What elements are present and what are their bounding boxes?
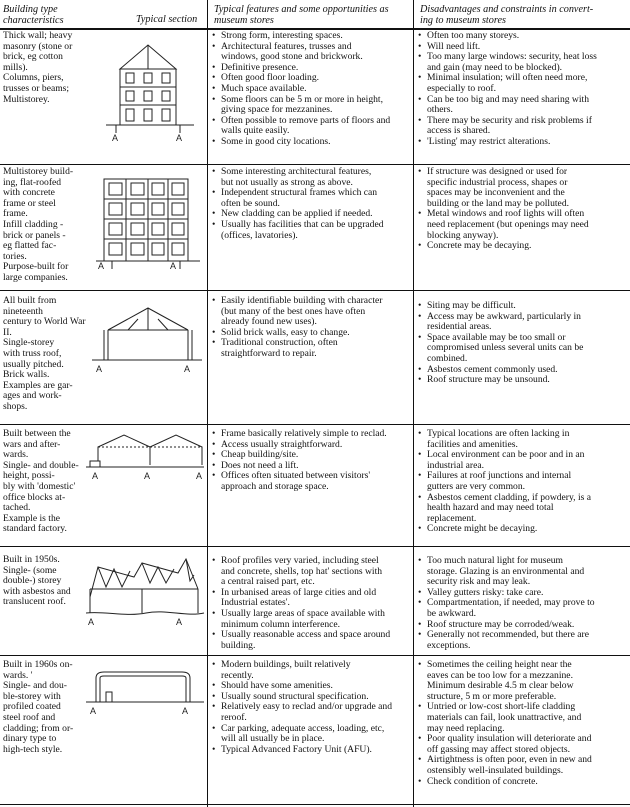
- constraints-list: [418, 167, 628, 252]
- text-line: • Metal windows and roof lights will often: [427, 208, 585, 220]
- list-item: [418, 167, 628, 209]
- text-line: building or the land may be polluted.: [427, 197, 570, 209]
- list-item: [418, 471, 628, 492]
- text-line: • Car parking, adequate access, loading, etc,: [221, 722, 385, 734]
- text-line: others.: [427, 104, 453, 116]
- row-divider: [0, 290, 630, 291]
- header-line: Disadvantages and constraints in convert-: [420, 4, 594, 15]
- list-item: [418, 660, 628, 702]
- text-line: profiled coated: [3, 701, 61, 713]
- text-line: ages and work-: [3, 390, 62, 402]
- text-line: storage. Glazing is an environmental and: [427, 565, 585, 577]
- text-line: structure, 5 m or more preferable.: [427, 690, 557, 702]
- features-list: [212, 31, 412, 148]
- text-line: Multistorey build-: [3, 166, 74, 177]
- constraints-list: [418, 660, 628, 787]
- header-building-type: [3, 4, 64, 26]
- text-line: wards. ': [3, 669, 33, 681]
- text-line: building.: [221, 639, 256, 651]
- section-mark: A: [96, 364, 103, 374]
- text-line: minimum column interference.: [221, 618, 341, 630]
- list-item: [418, 702, 628, 734]
- text-line: • Access may be awkward, particularly in: [427, 310, 581, 322]
- list-item: [212, 745, 412, 756]
- header-line: Typical features and some opportunities as: [214, 4, 389, 15]
- text-line: cladding; from or-: [3, 722, 74, 734]
- text-line: II.: [3, 326, 12, 338]
- text-line: dinary type to: [3, 733, 57, 745]
- header-line: Building type: [3, 4, 58, 15]
- text-line: Examples are gar-: [3, 379, 73, 391]
- section-mark: A: [176, 133, 183, 143]
- list-item: [418, 524, 628, 535]
- building-characteristics: [3, 31, 83, 105]
- header-line: characteristics: [3, 15, 64, 26]
- text-line: a central raised part, etc.: [221, 576, 315, 588]
- list-item: [418, 429, 628, 450]
- text-line: • Typical locations are often lacking in: [427, 428, 570, 439]
- text-line: need replacement (but openings may need: [427, 218, 589, 230]
- text-line: industrial area.: [427, 459, 485, 471]
- text-line: already found new uses).: [221, 316, 317, 328]
- text-line: • Usually has facilities that can be upgraded: [221, 218, 384, 230]
- list-item: [418, 301, 628, 312]
- text-line: • Often good floor loading.: [221, 72, 320, 84]
- text-line: • Too much natural light for museum: [427, 555, 564, 566]
- row-divider: [0, 546, 630, 547]
- text-line: Thick wall; heavy: [3, 30, 73, 41]
- section-mark: A: [98, 261, 105, 271]
- section-mark: A: [170, 261, 177, 271]
- list-item: [212, 42, 412, 63]
- list-item: [212, 660, 412, 681]
- text-line: • Poor quality insulation will deteriorate and: [427, 733, 592, 745]
- section-mark: A: [196, 471, 203, 481]
- section-mark: A: [184, 364, 191, 374]
- list-item: [212, 556, 412, 588]
- text-line: • New cladding can be applied if needed.: [221, 208, 373, 220]
- text-line: straightforward to repair.: [221, 347, 317, 359]
- text-line: trusses or beams;: [3, 82, 70, 94]
- section-sketch-1950s-roof: [86, 553, 206, 629]
- list-item: [212, 588, 412, 609]
- text-line: ble-storey with: [3, 690, 61, 702]
- text-line: especially to roof.: [427, 82, 496, 94]
- text-line: office blocks at-: [3, 491, 66, 503]
- text-line: recently.: [221, 669, 254, 681]
- text-line: • Will need lift.: [427, 40, 481, 52]
- text-line: Multistorey.: [3, 93, 50, 105]
- text-line: off gassing may affect stored objects.: [427, 743, 570, 755]
- list-item: [418, 73, 628, 94]
- text-line: Industrial estates'.: [221, 597, 290, 609]
- text-line: often be sound.: [221, 197, 280, 209]
- text-line: • There may be security and risk problems if: [427, 114, 592, 126]
- text-line: Purpose-built for: [3, 261, 69, 273]
- text-line: gutters are very common.: [427, 480, 526, 492]
- text-line: • Roof profiles very varied, including steel: [221, 555, 379, 566]
- section-sketch-masonry-multistorey: [98, 37, 204, 143]
- text-line: brick, eg cotton: [3, 51, 63, 63]
- text-line: (but many of the best ones have often: [221, 305, 366, 317]
- text-line: Built in 1960s on-: [3, 659, 73, 670]
- text-line: may need replacing.: [427, 722, 505, 734]
- text-line: • Usually large areas of space available with: [221, 607, 385, 619]
- constraints-list: [418, 31, 628, 148]
- text-line: approach and storage space.: [221, 480, 329, 492]
- text-line: • In urbanised areas of large cities and old: [221, 586, 377, 598]
- constraints-list: [418, 301, 628, 386]
- text-line: • Solid brick walls, easy to change.: [221, 326, 350, 338]
- text-line: giving space for mezzanines.: [221, 104, 333, 116]
- text-line: (offices, lavatories).: [221, 229, 298, 241]
- text-line: be awkward.: [427, 607, 477, 619]
- text-line: Single- and double-: [3, 459, 79, 471]
- text-line: • Valley gutters risky: take care.: [427, 586, 544, 598]
- header-typical-section: Typical section: [136, 14, 198, 25]
- text-line: double-) storey: [3, 575, 62, 587]
- text-line: • Access usually straightforward.: [221, 438, 343, 450]
- text-line: frame.: [3, 208, 28, 220]
- list-item: [212, 630, 412, 651]
- text-line: • Modern buildings, built relatively: [221, 659, 351, 670]
- features-list: [212, 429, 412, 493]
- text-line: masonry (stone or: [3, 40, 73, 52]
- text-line: • Asbestos cement commonly used.: [427, 363, 558, 375]
- list-item: [212, 338, 412, 359]
- list-item: [418, 375, 628, 386]
- column-divider: [207, 0, 208, 807]
- constraints-list: [418, 556, 628, 651]
- text-line: • Typical Advanced Factory Unit (AFU).: [221, 743, 372, 755]
- text-line: • Cheap building/site.: [221, 449, 299, 461]
- text-line: Single- and dou-: [3, 680, 67, 692]
- features-list: [212, 296, 412, 360]
- text-line: and concrete, shells, top hat' sections with: [221, 565, 383, 577]
- row-divider: [0, 424, 630, 425]
- table-header: [0, 0, 630, 30]
- text-line: All built from: [3, 295, 57, 306]
- text-line: brick or panels -: [3, 229, 66, 241]
- list-item: [212, 609, 412, 630]
- text-line: • Does not need a lift.: [221, 459, 299, 471]
- text-line: eaves can be too low for a mezzanine.: [427, 669, 573, 681]
- text-line: Minimum desirable 4.5 m clear below: [427, 680, 574, 692]
- text-line: • Relatively easy to reclad and/or upgrade and: [221, 701, 393, 713]
- text-line: ing, flat-roofed: [3, 176, 62, 188]
- text-line: high-tech style.: [3, 743, 63, 755]
- text-line: with asbestos and: [3, 585, 71, 597]
- row-divider: [0, 164, 630, 165]
- text-line: will all usually be in place.: [221, 733, 325, 745]
- text-line: • Roof structure may be corroded/weak.: [427, 618, 575, 630]
- text-line: • Usually sound structural specification.: [221, 690, 369, 702]
- text-line: eg flatted fac-: [3, 240, 57, 252]
- text-line: replacement.: [427, 512, 477, 524]
- list-item: [212, 220, 412, 241]
- text-line: specific industrial process, shapes or: [427, 176, 568, 188]
- text-line: • Can be too big and may need sharing with: [427, 93, 589, 105]
- text-line: • Traditional construction, often: [221, 337, 338, 349]
- list-item: [212, 724, 412, 745]
- header-features: [214, 4, 389, 26]
- text-line: frame or steel: [3, 197, 56, 209]
- text-line: • Generally not recommended, but there are: [427, 629, 589, 641]
- text-line: • Definitive presence.: [221, 61, 299, 73]
- row-divider: [0, 804, 630, 805]
- section-mark: A: [182, 706, 189, 716]
- text-line: • 'Listing' may restrict alterations.: [427, 135, 551, 147]
- text-line: with truss roof,: [3, 347, 62, 359]
- text-line: walls quite easily.: [221, 125, 290, 137]
- building-characteristics: [3, 660, 83, 755]
- column-divider: [413, 0, 414, 807]
- list-item: [212, 95, 412, 116]
- text-line: • Siting may be difficult.: [427, 300, 516, 311]
- text-line: and gain (may need to be blocked).: [427, 61, 563, 73]
- section-mark: A: [144, 471, 151, 481]
- text-line: • Easily identifiable building with character: [221, 295, 383, 306]
- text-line: • Roof structure may be unsound.: [427, 374, 550, 386]
- text-line: facilities and amenities.: [427, 438, 518, 450]
- text-line: • Independent structural frames which can: [221, 187, 378, 199]
- text-line: mills).: [3, 61, 28, 73]
- text-line: bly with 'domestic': [3, 480, 76, 492]
- text-line: compromised unless several units can be: [427, 342, 584, 354]
- text-line: health hazard and may need total: [427, 502, 554, 514]
- text-line: Brick walls.: [3, 369, 50, 381]
- text-line: spaces may be inconvenient and the: [427, 187, 565, 199]
- list-item: [418, 52, 628, 73]
- text-line: • Usually reasonable access and space around: [221, 629, 391, 641]
- text-line: reroof.: [221, 711, 247, 723]
- text-line: large companies.: [3, 271, 68, 283]
- text-line: Single- (some: [3, 564, 57, 576]
- header-constraints: [420, 4, 593, 26]
- text-line: • Too many large windows: security, heat loss: [427, 51, 597, 63]
- text-line: blocking anyway).: [427, 229, 499, 241]
- text-line: • Some floors can be 5 m or more in height,: [221, 93, 383, 105]
- text-line: access is shared.: [427, 125, 491, 137]
- building-characteristics: [3, 429, 83, 535]
- list-item: [418, 556, 628, 588]
- text-line: materials can fail, look unattractive, and: [427, 711, 582, 723]
- header-line: museum stores: [214, 15, 274, 26]
- list-item: [418, 137, 628, 148]
- building-characteristics: [3, 167, 83, 284]
- constraints-list: [418, 429, 628, 535]
- section-sketch-truss-roof: [92, 302, 204, 382]
- list-item: [418, 630, 628, 651]
- list-item: [418, 598, 628, 619]
- text-line: tached.: [3, 502, 31, 514]
- list-item: [418, 31, 628, 42]
- text-line: • Some in good city locations.: [221, 135, 331, 147]
- list-item: [418, 734, 628, 755]
- text-line: • Architectural features, trusses and: [221, 40, 352, 52]
- features-list: [212, 556, 412, 651]
- section-mark: A: [112, 133, 119, 143]
- text-line: • Local environment can be poor and in an: [427, 449, 585, 461]
- list-item: [212, 471, 412, 492]
- text-line: • Should have some amenities.: [221, 680, 333, 692]
- features-list: [212, 167, 412, 241]
- section-sketch-factory-frame: [86, 431, 206, 493]
- text-line: combined.: [427, 352, 468, 364]
- building-characteristics: [3, 555, 83, 608]
- list-item: [212, 429, 412, 440]
- list-item: [418, 312, 628, 333]
- section-sketch-portal-frame: [86, 666, 206, 726]
- text-line: • Concrete may be decaying.: [427, 240, 532, 252]
- text-line: Built in 1950s.: [3, 554, 60, 565]
- list-item: [212, 31, 412, 42]
- section-sketch-flat-roofed-frame: [96, 171, 204, 283]
- section-mark: A: [90, 706, 97, 716]
- list-item: [212, 116, 412, 137]
- text-line: • Strong form, interesting spaces.: [221, 30, 343, 41]
- text-line: • Airtightness is often poor, even in new and: [427, 754, 592, 766]
- list-item: [212, 296, 412, 328]
- text-line: century to World War: [3, 316, 86, 328]
- section-mark: A: [88, 617, 95, 627]
- text-line: • Some interesting architectural features,: [221, 166, 372, 177]
- text-line: standard factory.: [3, 523, 67, 535]
- text-line: steel roof and: [3, 711, 56, 723]
- text-line: • Often possible to remove parts of floors and: [221, 114, 391, 126]
- text-line: Infill cladding -: [3, 218, 64, 230]
- text-line: • Check condition of concrete.: [427, 775, 538, 787]
- text-line: translucent roof.: [3, 596, 66, 608]
- text-line: • Frame basically relatively simple to reclad.: [221, 428, 387, 439]
- section-mark: A: [92, 471, 99, 481]
- header-line: ing to museum stores: [420, 15, 506, 26]
- list-item: [418, 755, 628, 776]
- text-line: security risk and may leak.: [427, 576, 531, 588]
- features-list: [212, 660, 412, 755]
- text-line: with concrete: [3, 187, 55, 199]
- list-item: [418, 241, 628, 252]
- list-item: [212, 137, 412, 148]
- list-item: [418, 493, 628, 525]
- list-item: [212, 167, 412, 188]
- text-line: • Concrete might be decaying.: [427, 523, 538, 535]
- text-line: • Often too many storeys.: [427, 30, 520, 41]
- text-line: Example is the: [3, 512, 61, 524]
- list-item: [418, 116, 628, 137]
- text-line: tories.: [3, 250, 27, 262]
- list-item: [418, 333, 628, 365]
- text-line: • Compartmentation, if needed, may prove to: [427, 597, 595, 609]
- text-line: • Sometimes the ceiling height near the: [427, 659, 572, 670]
- text-line: shops.: [3, 400, 28, 412]
- text-line: windows, good stone and brickwork.: [221, 51, 363, 63]
- text-line: Columns, piers,: [3, 72, 64, 84]
- text-line: ostensibly well-insulated buildings.: [427, 764, 564, 776]
- text-line: • Offices often situated between visitors': [221, 470, 371, 482]
- text-line: • Minimal insulation; will often need more,: [427, 72, 588, 84]
- text-line: wars and after-: [3, 438, 61, 450]
- list-item: [418, 777, 628, 788]
- text-line: usually pitched.: [3, 358, 64, 370]
- text-line: • Failures at roof junctions and internal: [427, 470, 572, 482]
- list-item: [212, 188, 412, 209]
- text-line: height, possi-: [3, 470, 55, 482]
- text-line: Single-storey: [3, 337, 55, 349]
- text-line: wards.: [3, 449, 29, 461]
- text-line: • If structure was designed or used for: [427, 166, 568, 177]
- text-line: Built between the: [3, 428, 71, 439]
- text-line: • Asbestos cement cladding, if powdery, is a: [427, 491, 592, 503]
- row-divider: [0, 655, 630, 656]
- section-mark: A: [176, 617, 183, 627]
- text-line: nineteenth: [3, 305, 43, 317]
- list-item: [418, 209, 628, 241]
- text-line: exceptions.: [427, 639, 471, 651]
- text-line: but not usually as strong as above.: [221, 176, 353, 188]
- text-line: • Space available may be too small or: [427, 331, 566, 343]
- list-item: [418, 450, 628, 471]
- list-item: [212, 702, 412, 723]
- list-item: [212, 84, 412, 95]
- text-line: • Much space available.: [221, 82, 307, 94]
- text-line: residential areas.: [427, 321, 492, 333]
- building-characteristics: [3, 295, 86, 413]
- list-item: [418, 95, 628, 116]
- text-line: • Untried or low-cost short-life cladding: [427, 701, 576, 713]
